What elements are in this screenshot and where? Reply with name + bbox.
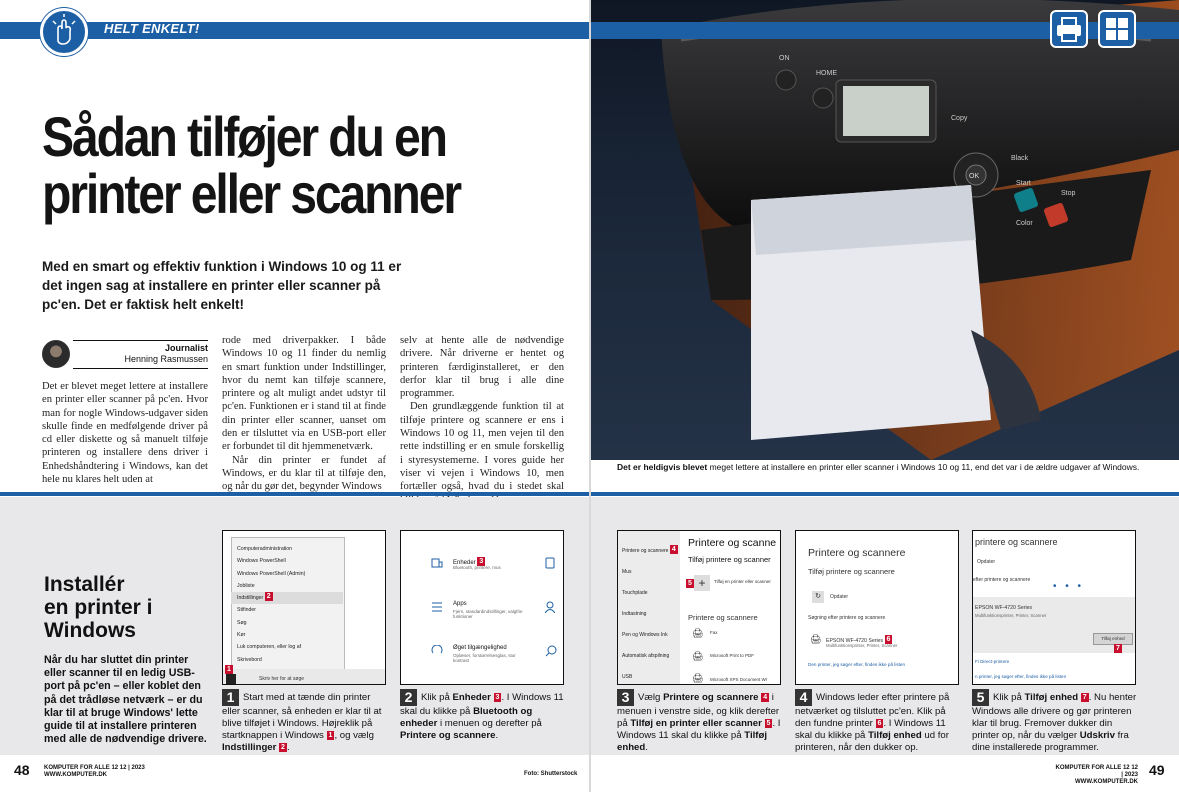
screenshot-1 xyxy=(222,530,386,685)
article-title xyxy=(42,105,489,225)
menu-item: Skrivebord xyxy=(237,656,262,663)
step-number: 2 xyxy=(400,689,417,706)
step-text: i menuen og derefter på xyxy=(437,718,542,729)
footer-site: WWW.KOMPUTER.DK xyxy=(44,772,107,778)
settings-item-title: Øget tilgængelighed xyxy=(453,645,507,651)
marker-2: 2 xyxy=(266,593,271,601)
add-device-button: Tilføj enhed xyxy=(1093,633,1133,645)
step-text: Windows leder efter printere på netværket og tilsluttet pc'en. Klik på den fundne printer xyxy=(795,692,950,729)
page-number-left: 48 xyxy=(14,762,30,778)
menu-item: Jobliste xyxy=(237,582,255,589)
body-paragraph: selv at hente alle de nødvendige drivere. Når driverne er hentet og printeren færdiginstalleret, er den derfor klar til brug i alle dine programmer. xyxy=(400,335,564,400)
step-emphasis: Indstillinger xyxy=(222,742,277,753)
marker: 4 xyxy=(763,694,768,701)
found-printer-sub: Multifunktionsprinter, Printer, Scanner xyxy=(975,613,1047,618)
body-paragraph: rode med driverpakker. I både Windows 10 og 11 finder du nemlig en smart funktion under Indstillinger, hvor du nemt kan tilføje scannere, printere og alt muligt andet udstyr til pc'en. Funktionen er i stand til at finde din printer eller scanner, uanset om den er tilsluttet via en USB-port eller er forbundet til dit hjemmenetværk. xyxy=(222,335,386,453)
hand-badge-icon xyxy=(40,8,88,56)
step-emphasis: Printere og scannere xyxy=(663,692,759,703)
wifi-direct-link: Fi Direct-printere xyxy=(975,659,1010,664)
loading-dots: • • • xyxy=(1053,581,1085,592)
step-emphasis: Tilføj en printer eller scanner xyxy=(630,718,762,729)
settings-item-title: Apps xyxy=(453,601,467,607)
marker: 2 xyxy=(281,744,285,751)
step-text: . xyxy=(645,742,648,753)
footer-year: 2023 xyxy=(1124,772,1138,778)
devices-icon xyxy=(431,557,443,571)
menu-item: Søg xyxy=(237,619,247,626)
menu-item: Windows PowerShell xyxy=(237,558,286,565)
marker-7: 7 xyxy=(1116,645,1120,652)
title-line-2: printer eller scanner xyxy=(42,162,460,225)
guide-intro: Når du har sluttet din printer eller scanner til en ledig USB-port på pc'en – eller koblet den på det trådløse netværk – er du klar til at bruge Windows' lette guide til at installere printeren med alle de nødvendige drivere. xyxy=(44,654,207,746)
author-rule-bottom xyxy=(73,368,208,369)
title-line-1: Sådan tilføjer du en xyxy=(42,105,446,168)
step-text: . I Windows 11 skal du klikke på xyxy=(795,718,946,741)
screenshot-3 xyxy=(617,530,781,685)
step-number: 3 xyxy=(617,689,634,706)
menu-item xyxy=(231,592,343,604)
printer-list-item: Microsoft XPS Document Wr xyxy=(710,677,768,682)
screenshot-4 xyxy=(795,530,959,685)
printer-label: Start xyxy=(1016,180,1031,187)
step-2 xyxy=(400,689,568,742)
body-paragraph: Når din printer er fundet af Windows, er du klar til at tilføje den, og når du gør det, begynder Windows xyxy=(222,454,386,493)
guide-heading-line: Installér xyxy=(44,573,125,596)
step-text: Vælg xyxy=(638,692,664,703)
printer-list-item: Fax xyxy=(710,630,718,635)
refresh-icon: ↻ xyxy=(812,591,824,603)
refresh-button: Opdater xyxy=(830,594,849,600)
printer-label: Black xyxy=(1011,155,1029,162)
footer-mag-name: KOMPUTER FOR ALLE 12 xyxy=(1055,765,1130,771)
article-lead: Med en smart og effektiv funktion i Windows 10 og 11 er det ingen sag at installere en printer eller scanner på pc'en. Det er faktisk helt enkelt! xyxy=(42,259,402,312)
step-text: . Nu henter Windows alle drivere og gør printeren klar til brug. Fremover dukker din printer op, når du vælger xyxy=(972,692,1137,741)
marker: 1 xyxy=(328,732,333,739)
window-title: printere og scannere xyxy=(975,537,1058,547)
footer-mag-name: KOMPUTER FOR ALLE 12 xyxy=(44,765,119,771)
screenshot-5 xyxy=(972,530,1136,685)
settings-item-sub: Bluetooth, printere, mus xyxy=(453,565,501,570)
step-text: Start med at tænde din printer eller scanner, så enheden er klar til at blive tilføjet i Windows. Højreklik på startknappen i Windows xyxy=(222,692,382,741)
step-emphasis: Printere og scannere xyxy=(400,730,496,741)
context-menu xyxy=(237,543,343,666)
printer-label: Stop xyxy=(1061,190,1076,197)
caption-lead: Det er heldigvis blevet xyxy=(617,462,708,472)
step-4 xyxy=(795,689,963,754)
marker: 3 xyxy=(495,694,500,701)
phone-icon xyxy=(545,557,555,571)
taskbar-search: Skriv her for at søge xyxy=(259,676,305,682)
printer-label: Color xyxy=(1016,220,1033,227)
sidebar-item xyxy=(622,541,678,562)
body-column-2 xyxy=(222,334,386,494)
body-column-3 xyxy=(400,334,564,507)
found-printer: EPSON WF-4720 Series xyxy=(975,605,1033,611)
account-icon xyxy=(545,601,555,615)
author-role: Journalist xyxy=(164,343,208,353)
printer-icon: 🖨 xyxy=(692,651,704,661)
step-5 xyxy=(972,689,1140,754)
step-number: 1 xyxy=(222,689,239,706)
start-button-icon xyxy=(226,674,236,684)
sidebar-item: Pen og Windows Ink xyxy=(622,632,668,638)
section-title: Tilføj printere og scannere xyxy=(808,567,895,576)
windows-icon xyxy=(1098,10,1136,48)
step-3 xyxy=(617,689,785,754)
search-status: Søgning efter printere og scannere xyxy=(808,615,886,621)
printer-label: ON xyxy=(779,55,790,62)
marker-3: 3 xyxy=(479,558,484,565)
photo-caption xyxy=(617,462,1157,473)
menu-item-label: Indstillinger xyxy=(237,595,264,602)
sidebar-item-label: Printere og scannere xyxy=(622,548,669,554)
sidebar-item: Touchplade xyxy=(622,590,648,596)
settings-sidebar xyxy=(622,541,678,685)
refresh-button: Opdater xyxy=(977,559,996,565)
step-number: 5 xyxy=(972,689,989,706)
marker-1: 1 xyxy=(227,666,231,673)
not-listed-link: n printer, jeg søger efter, findes ikke på listen xyxy=(975,674,1067,679)
author-rule-top xyxy=(73,340,208,341)
guide-heading xyxy=(44,573,214,642)
step-text: fra dine installerede programmer. xyxy=(972,730,1129,753)
step-emphasis: Udskriv xyxy=(1079,730,1115,741)
step-text: . xyxy=(286,742,290,753)
body-column-1 xyxy=(42,380,208,486)
step-emphasis: Bluetooth og enheder xyxy=(400,706,533,729)
screenshot-2 xyxy=(400,530,564,685)
menu-item: Stifinder xyxy=(237,607,257,614)
body-paragraph: Den grundlæggende funktion til at tilføje printere og scannere er ens i Windows 10 og 11, men vejen til den rette indstilling er en smule forskellig i styresystemerne. I vores guide her viser vi vejen i Windows 10, men fortæller også, hvad du i stedet skal xyxy=(400,401,564,493)
menu-item: Computeradministration xyxy=(237,546,293,552)
apps-icon xyxy=(431,601,443,615)
footer-magazine-left: KOMPUTER FOR ALLE 12 12 | 2023 WWW.KOMPUTER.DK xyxy=(44,765,145,778)
found-printer: EPSON WF-4720 Series xyxy=(826,638,884,644)
marker-5: 5 xyxy=(688,580,692,587)
step-text: . I Windows 11 skal du klikke på xyxy=(617,718,781,741)
header-band-left xyxy=(0,22,589,39)
step-text: ud for printeren, når den dukker op. xyxy=(795,730,949,753)
found-printer-sub: Multifunktionsprinter, Printer, Scanner xyxy=(826,643,898,648)
author-name: Henning Rasmussen xyxy=(124,354,208,364)
printer-label: OK xyxy=(969,173,980,180)
menu-item: Luk computeren, eller log af xyxy=(237,644,302,651)
window-title: Printere og scanne xyxy=(688,537,777,549)
printer-label: HOME xyxy=(816,70,837,77)
divider-band-right xyxy=(591,492,1179,496)
step-emphasis: Enheder xyxy=(452,692,491,703)
marker: 6 xyxy=(877,720,882,727)
step-text: . xyxy=(495,730,499,741)
marker-4: 4 xyxy=(671,546,676,553)
footer-magazine-right: KOMPUTER FOR ALLE 12 12 | 2023 WWW.KOMPUTER.DK xyxy=(1055,765,1138,785)
byline xyxy=(73,343,208,365)
header-band-right xyxy=(591,22,1179,39)
photo-credit: Foto: Shutterstock xyxy=(524,771,578,777)
step-text: i menuen i venstre side, og klik derefter på xyxy=(617,692,780,729)
window-title: Printere og scannere xyxy=(808,547,906,559)
search-status: efter printere og scannere xyxy=(973,577,1031,583)
menu-item: Windows PowerShell (Admin) xyxy=(237,570,306,577)
guide-heading-line: Windows xyxy=(44,619,136,642)
marker: 5 xyxy=(766,720,771,727)
step-1 xyxy=(222,689,390,754)
step-text: Klik på xyxy=(993,692,1025,703)
sidebar-item: Automatisk afspilning xyxy=(622,653,670,659)
printer-icon: 🖨 xyxy=(810,634,822,644)
body-paragraph: Det er blevet meget lettere at installere en printer eller scanner på pc'en. Hvor man for nogle Windows-udgaver siden skulle finde en medfølgende driver på cd eller diskette og så manuelt tilføje printeren og installere dens driver i Enhedshåndtering i Windows, kan det hele nu klares helt uden at xyxy=(42,381,208,486)
sidebar-item: USB xyxy=(622,674,633,680)
settings-item-title: Enheder xyxy=(453,560,476,566)
add-printer-link: Tilføj en printer eller scanner xyxy=(714,579,771,584)
footer-year: 2023 xyxy=(131,765,145,771)
printer-photo xyxy=(591,0,1179,460)
divider-band-left xyxy=(0,492,589,496)
step-text: . I Windows 11 skal du klikke på xyxy=(400,692,564,717)
not-listed-link: Den printer, jeg søger efter, findes ikke på listen xyxy=(808,662,906,667)
marker: 7 xyxy=(1082,694,1087,701)
sidebar-item: Indtastning xyxy=(622,611,647,617)
page-number-right: 49 xyxy=(1149,762,1165,778)
caption-text: meget lettere at installere en printer eller scanner i Windows 10 og 11, end det var i de ældre udgaver af Windows. xyxy=(707,462,1140,472)
step-number: 4 xyxy=(795,689,812,706)
step-emphasis: Tilføj enhed xyxy=(868,730,922,741)
printer-list-item: Microsoft Print to PDF xyxy=(710,653,755,658)
sidebar-item: Mus xyxy=(622,569,632,575)
printer-label: Copy xyxy=(951,115,968,122)
settings-item-sub: Oplæser, forstørrelsesglas, stor kontrast xyxy=(453,653,516,663)
printer-icon: 🖨 xyxy=(692,628,704,638)
printer-icon xyxy=(1050,10,1088,48)
section-title: Tilføj printere og scanner xyxy=(688,555,771,564)
step-text: , og vælg xyxy=(334,730,374,741)
guide-heading-line: en printer i xyxy=(44,596,153,619)
accessibility-icon xyxy=(431,645,443,659)
author-avatar xyxy=(42,340,70,368)
section-title: Printere og scannere xyxy=(688,613,758,622)
footer-site: WWW.KOMPUTER.DK xyxy=(1075,779,1138,785)
printer-icon: 🖨 xyxy=(692,673,704,683)
step-emphasis: Tilføj enhed xyxy=(617,730,768,753)
section-tag: HELT ENKELT! xyxy=(104,21,200,36)
settings-item-sub: Fjern, standardindstillinger, valgfrie funktioner xyxy=(453,609,523,619)
marker-6: 6 xyxy=(886,636,891,643)
menu-item: Kør xyxy=(237,632,246,639)
step-text: Klik på xyxy=(421,692,453,703)
step-emphasis: Tilføj enhed xyxy=(1024,692,1079,703)
search-icon xyxy=(545,645,557,659)
add-icon: + xyxy=(694,575,710,591)
